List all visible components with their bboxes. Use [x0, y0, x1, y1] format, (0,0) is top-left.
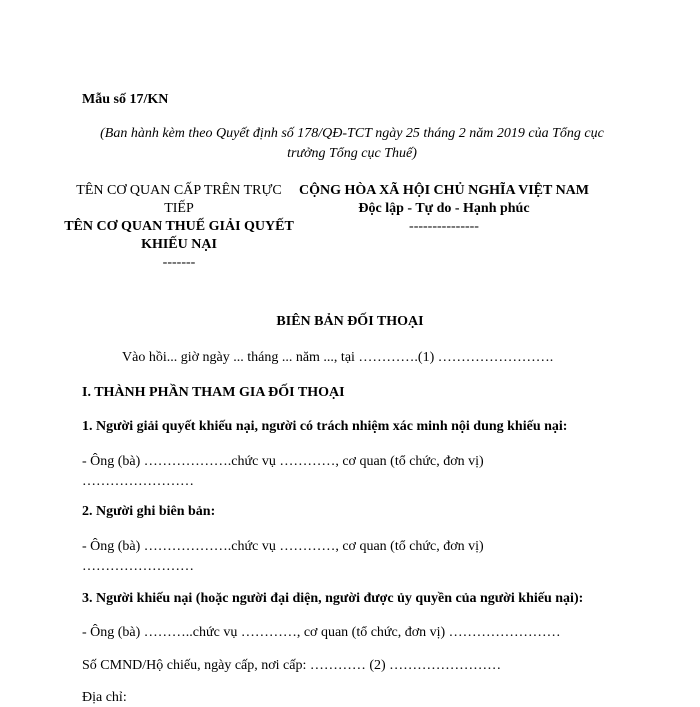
issuance-note: (Ban hành kèm theo Quyết định số 178/QĐ-TCT ngày 25 tháng 2 năm 2019 của Tổng cục trưởng Tổng cục Thuế): [100, 126, 604, 161]
id-document-line: Số CMND/Hộ chiếu, ngày cấp, nơi cấp: ………… (2) ……………………: [82, 658, 502, 673]
address-line: Địa chỉ:: [82, 690, 127, 705]
document-title: BIÊN BẢN ĐỐI THOẠI: [276, 314, 424, 329]
section-heading: I. THÀNH PHẦN THAM GIA ĐỐI THOẠI: [82, 385, 345, 400]
issuing-agency-header: [60, 182, 298, 272]
participant-1-heading: 1. Người giải quyết khiếu nại, người có trách nhiệm xác minh nội dung khiếu nại:: [82, 419, 568, 434]
national-motto: Độc lập - Tự do - Hạnh phúc: [358, 201, 530, 216]
participant-2-heading: 2. Người ghi biên bản:: [82, 504, 216, 519]
participant-3-heading: 3. Người khiếu nại (hoặc người đại diện, người được ủy quyền của người khiếu nại):: [82, 591, 584, 606]
participant-2-dots: ……………………: [82, 559, 194, 574]
country-name: CỘNG HÒA XÃ HỘI CHỦ NGHĨA VIỆT NAM: [298, 183, 589, 198]
left-header-divider: -------: [162, 255, 196, 270]
national-header: [284, 182, 604, 236]
right-header-divider: ---------------: [409, 219, 479, 234]
time-place-line: Vào hồi... giờ ngày ... tháng ... năm ..., tại ………….(1) …………………….: [122, 350, 554, 365]
participant-1-line: - Ông (bà) ……………….chức vụ …………, cơ quan (tổ chức, đơn vị): [82, 454, 484, 469]
tax-agency-name: TÊN CƠ QUAN THUẾ GIẢI QUYẾT KHIẾU NẠI: [64, 219, 294, 252]
parent-agency-name: TÊN CƠ QUAN CẤP TRÊN TRỰC TIẾP: [76, 183, 282, 216]
participant-2-line: - Ông (bà) ……………….chức vụ …………, cơ quan (tổ chức, đơn vị): [82, 539, 484, 554]
participant-1-dots: ……………………: [82, 474, 194, 489]
participant-3-line: - Ông (bà) ………..chức vụ …………, cơ quan (tổ chức, đơn vị) ……………………: [82, 625, 561, 640]
form-number: Mẫu số 17/KN: [82, 92, 169, 107]
